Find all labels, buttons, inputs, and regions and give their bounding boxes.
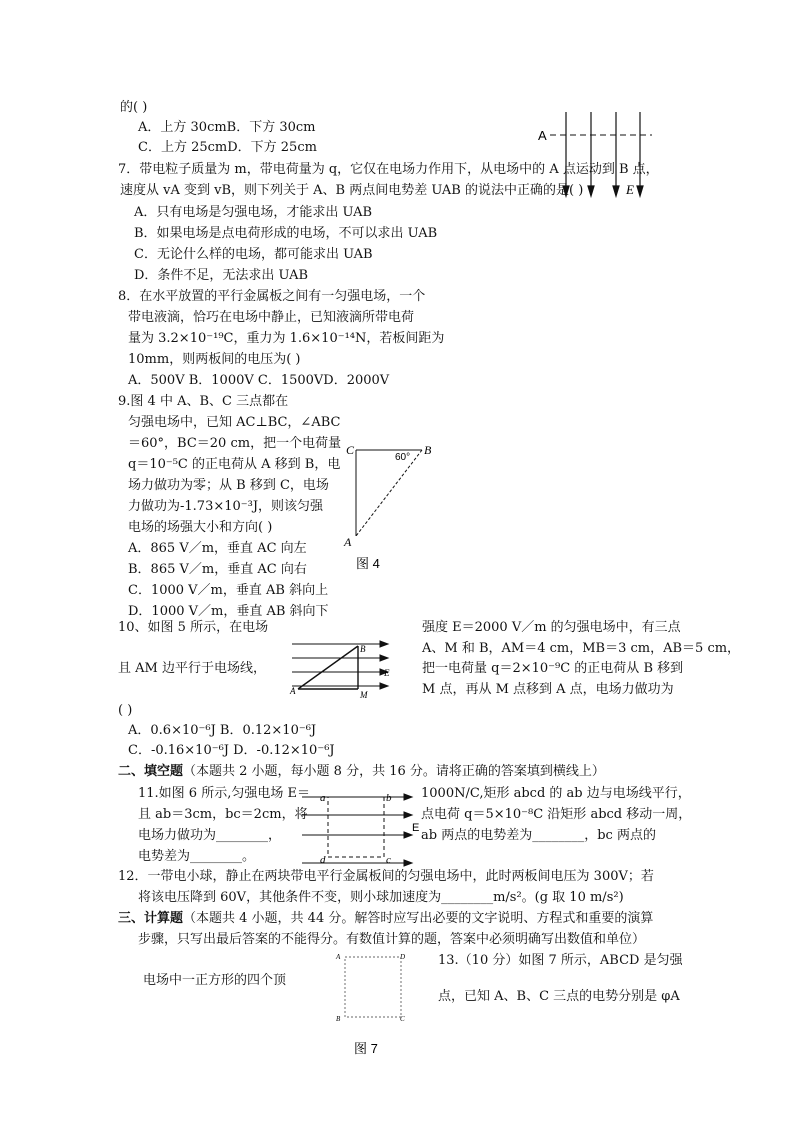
q11-right1: 1000N/C,矩形 abcd 的 ab 边与电场线平行， [421,786,691,801]
q10-right1: 强度 E＝2000 V／m 的匀强电场中，有三点 [422,620,681,635]
fig6-label-c: c [386,854,391,866]
q8-line4: 10mm，则两板间的电压为( ) [128,352,301,367]
q9-option-d: D．1000 V／m，垂直 AB 斜向下 [128,604,329,619]
q7-option-a: A．只有电场是匀强电场，才能求出 UAB [134,205,373,220]
fig4-label-b: B [424,443,432,457]
q10-right4: M 点，再从 M 点移到 A 点，电场力做功为 [422,682,674,697]
q12-line2: 将该电压降到 60V，其他条件不变，则小球加速度为________m/s²。(g 取 10 m/s²) [138,890,624,905]
q8-line2: 带电液滴，恰巧在电场中静止，已知液滴所带电荷 [128,310,415,325]
section-2-title [118,762,605,782]
q12-line1: 12．一带电小球，静止在两块带电平行金属板间的匀强电场中，此时两板间电压为 300V；若 [118,869,654,884]
fig7-label-b: B [336,1015,341,1023]
q11-left2: 且 ab＝3cm，bc＝2cm，将 [138,807,308,822]
q7-option-b: B．如果电场是点电荷形成的电场，不可以求出 UAB [134,226,438,241]
q9-option-c: C．1000 V／m，垂直 AB 斜向上 [128,583,329,598]
q7-option-c: C．无论什么样的电场，都可能求出 UAB [134,247,373,262]
fig5-label-b: B [360,644,366,654]
section-3-heading: 三、计算题 [118,911,184,926]
section-3-note: （本题共 4 小题，共 44 分。解答时应写出必要的文字说明、方程式和重要的演算 [183,911,654,926]
fig5-label-e: E [384,668,390,678]
q13-right2: 点，已知 A、B、C 三点的电势分别是 φA [438,989,680,1004]
q13-right1: 13.（10 分）如图 7 所示，ABCD 是匀强 [438,953,683,968]
q11-right2: 点电荷 q＝5×10⁻⁸C 沿矩形 abcd 移动一周， [421,807,692,822]
q11-right3: ab 两点的电势差为________，bc 两点的 [421,828,656,843]
q10-right3: 把一电荷量 q＝2×10⁻⁹C 的正电荷从 B 移到 [422,661,684,676]
q7-line2: 速度从 vA 变到 vB，则下列关于 A、B 两点间电势差 UAB 的说法中正确的是( ) [120,183,584,198]
fig4-angle: 60° [395,452,411,463]
q10-left1: 10、如图 5 所示，在电场 [118,620,269,635]
figure-6-rectangle [302,785,426,867]
q13-left1: 电场中一正方形的四个顶 [143,973,287,988]
fig-top-label-a: A [538,128,547,143]
fig7-label-a: A [336,953,341,961]
q9-line5: 场力做功为零；从 B 移到 C，电场 [128,478,329,493]
q7-line1: 7．带电粒子质量为 m，带电荷量为 q，它仅在电场力作用下，从电场中的 A 点运动到 B 点， [118,162,659,177]
q10-left2: 且 AM 边平行于电场线， [118,661,266,676]
section-3-line2: 步骤，只写出最后答案的不能得分。有数值计算的题，答案中必须明确写出数值和单位） [138,932,646,947]
fig5-label-a: A [290,686,296,696]
q9-line3: ＝60°，BC＝20 cm，把一个电荷量 [128,436,342,451]
figure-5-field [288,638,398,700]
section-2-heading: 二、填空题 [118,764,184,779]
fig-top-label-e: E [626,182,634,197]
q6-option-cd: C．上方 25cmD．下方 25cm [138,140,317,155]
figure-4-triangle [344,440,444,580]
q10-option-ab: A．0.6×10⁻⁶J B．0.12×10⁻⁶J [128,723,317,738]
q11-left4: 电势差为________。 [138,849,256,864]
q9-line2: 匀强电场中，已知 AC⊥BC，∠ABC [128,415,341,430]
q9-line1: 9.图 4 中 A、B、C 三点都在 [118,394,289,409]
fig7-label-c: C [400,1015,405,1023]
section-3-title [118,909,653,929]
q9-option-b: B．865 V／m，垂直 AC 向右 [128,562,307,577]
q11-left3: 电场力做功为________， [138,828,282,843]
q9-option-a: A．865 V／m，垂直 AC 向左 [128,541,307,556]
q6-tail: 的( ) [120,100,148,115]
fig5-label-m: M [360,690,368,700]
fig4-label-c: C [346,443,355,457]
q8-line1: 8．在水平放置的平行金属板之间有一匀强电场，一个 [118,289,426,304]
fig6-label-d: d [320,854,326,866]
fig7-label-d: D [400,953,406,961]
q10-paren: ( ) [118,703,133,718]
fig6-label-a: a [320,792,326,804]
fig6-label-b: b [386,792,392,804]
q10-right2: A、M 和 B，AM＝4 cm，MB＝3 cm，AB＝5 cm， [422,641,741,656]
q9-line7: 电场的场强大小和方向( ) [128,520,273,535]
fig7-caption: 图 7 [354,1041,378,1056]
fig4-label-a: A [344,535,352,549]
q7-option-d: D．条件不足，无法求出 UAB [134,268,309,283]
fig4-caption: 图 4 [356,556,380,571]
q8-options: A．500V B．1000V C．1500VD．2000V [128,373,390,388]
q10-option-cd: C．-0.16×10⁻⁶J D．-0.12×10⁻⁶J [128,743,335,758]
section-2-note: （本题共 2 小题，每小题 8 分，共 16 分。请将正确的答案填到横线上） [183,764,605,779]
figure-7-square [336,950,416,1062]
fig6-label-e: E [412,822,420,834]
q11-left1: 11.如图 6 所示,匀强电场 E＝ [138,786,310,801]
q8-line3: 量为 3.2×10⁻¹⁹C，重力为 1.6×10⁻¹⁴N，若板间距为 [128,331,445,346]
q6-option-ab: A．上方 30cmB．下方 30cm [138,120,316,135]
q9-line4: q＝10⁻⁵C 的正电荷从 A 移到 B，电 [128,457,341,472]
q9-line6: 力做功为-1.73×10⁻³J，则该匀强 [128,499,324,514]
